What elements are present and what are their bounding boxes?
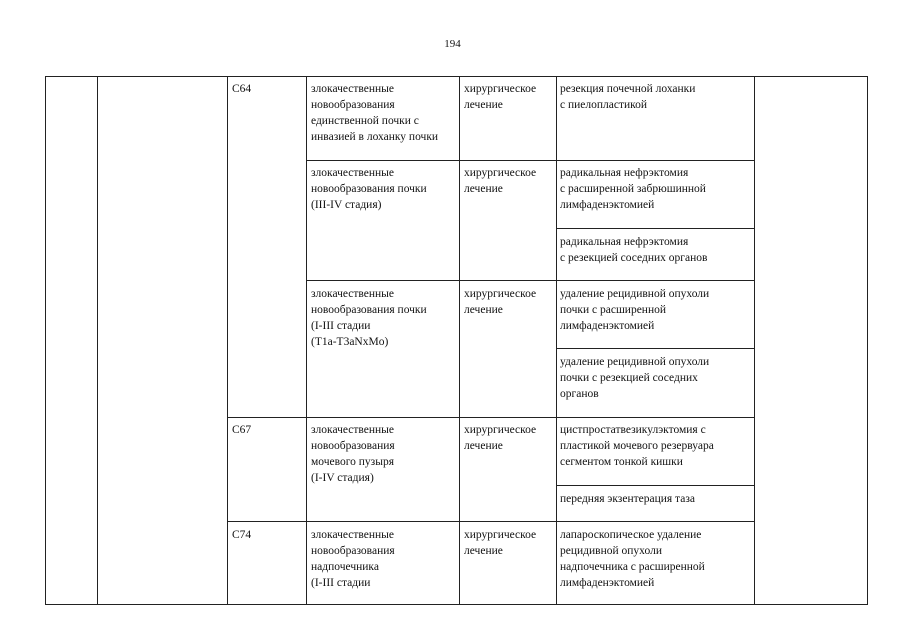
table-cell-code: C74 bbox=[232, 529, 252, 541]
table-cell-method: резекция почечной лоханки с пиелопластикой bbox=[560, 83, 696, 111]
col-border-0 bbox=[45, 76, 46, 605]
table-cell-treatment: хирургическое лечение bbox=[464, 529, 537, 557]
table-cell-code: C67 bbox=[232, 424, 252, 436]
table-cell-diagnosis: злокачественные новообразования почки (III-IV стадия) bbox=[311, 167, 427, 211]
table-cell-diagnosis: злокачественные новообразования почки (I-III стадии (T1a-T3aNxMo) bbox=[311, 288, 427, 348]
table-cell-code: C64 bbox=[232, 83, 252, 95]
col-border-2 bbox=[227, 76, 228, 605]
row-sep-4a bbox=[556, 485, 754, 486]
table-cell-method: радикальная нефрэктомия с резекцией соседних органов bbox=[560, 236, 708, 264]
table-cell-method: удаление рецидивной опухоли почки с расширенной лимфаденэктомией bbox=[560, 288, 710, 332]
row-sep-2 bbox=[306, 280, 754, 281]
row-sep-3 bbox=[227, 417, 754, 418]
table-bottom-border bbox=[45, 604, 868, 605]
row-sep-3a bbox=[556, 348, 754, 349]
col-border-5 bbox=[556, 76, 557, 605]
col-border-3 bbox=[306, 76, 307, 605]
page-number: 194 bbox=[444, 38, 461, 50]
table-cell-treatment: хирургическое лечение bbox=[464, 424, 537, 452]
table-cell-diagnosis: злокачественные новообразования надпочечника (I-III стадии bbox=[311, 529, 395, 589]
col-border-6 bbox=[754, 76, 755, 605]
table-cell-treatment: хирургическое лечение bbox=[464, 83, 537, 111]
row-sep-1 bbox=[306, 160, 754, 161]
col-border-4 bbox=[459, 76, 460, 605]
table-cell-method: радикальная нефрэктомия с расширенной забрюшинной лимфаденэктомией bbox=[560, 167, 706, 211]
table-cell-method: лапароскопическое удаление рецидивной опухоли надпочечника с расширенной лимфаденэктомией bbox=[560, 529, 705, 589]
col-border-1 bbox=[97, 76, 98, 605]
table-cell-diagnosis: злокачественные новообразования мочевого пузыря (I-IV стадия) bbox=[311, 424, 395, 484]
row-sep-4 bbox=[227, 521, 754, 522]
col-border-7 bbox=[867, 76, 868, 605]
table-cell-method: передняя экзентерация таза bbox=[560, 493, 695, 505]
row-sep-2a bbox=[556, 228, 754, 229]
table-cell-method: цистпростатвезикулэктомия с пластикой мочевого резервуара сегментом тонкой кишки bbox=[560, 424, 714, 468]
table-cell-diagnosis: злокачественные новообразования единственной почки с инвазией в лоханку почки bbox=[311, 83, 439, 143]
table-cell-treatment: хирургическое лечение bbox=[464, 167, 537, 195]
table-cell-method: удаление рецидивной опухоли почки с резекцией соседних органов bbox=[560, 356, 710, 400]
table-cell-treatment: хирургическое лечение bbox=[464, 288, 537, 316]
table-top-border bbox=[45, 76, 868, 77]
